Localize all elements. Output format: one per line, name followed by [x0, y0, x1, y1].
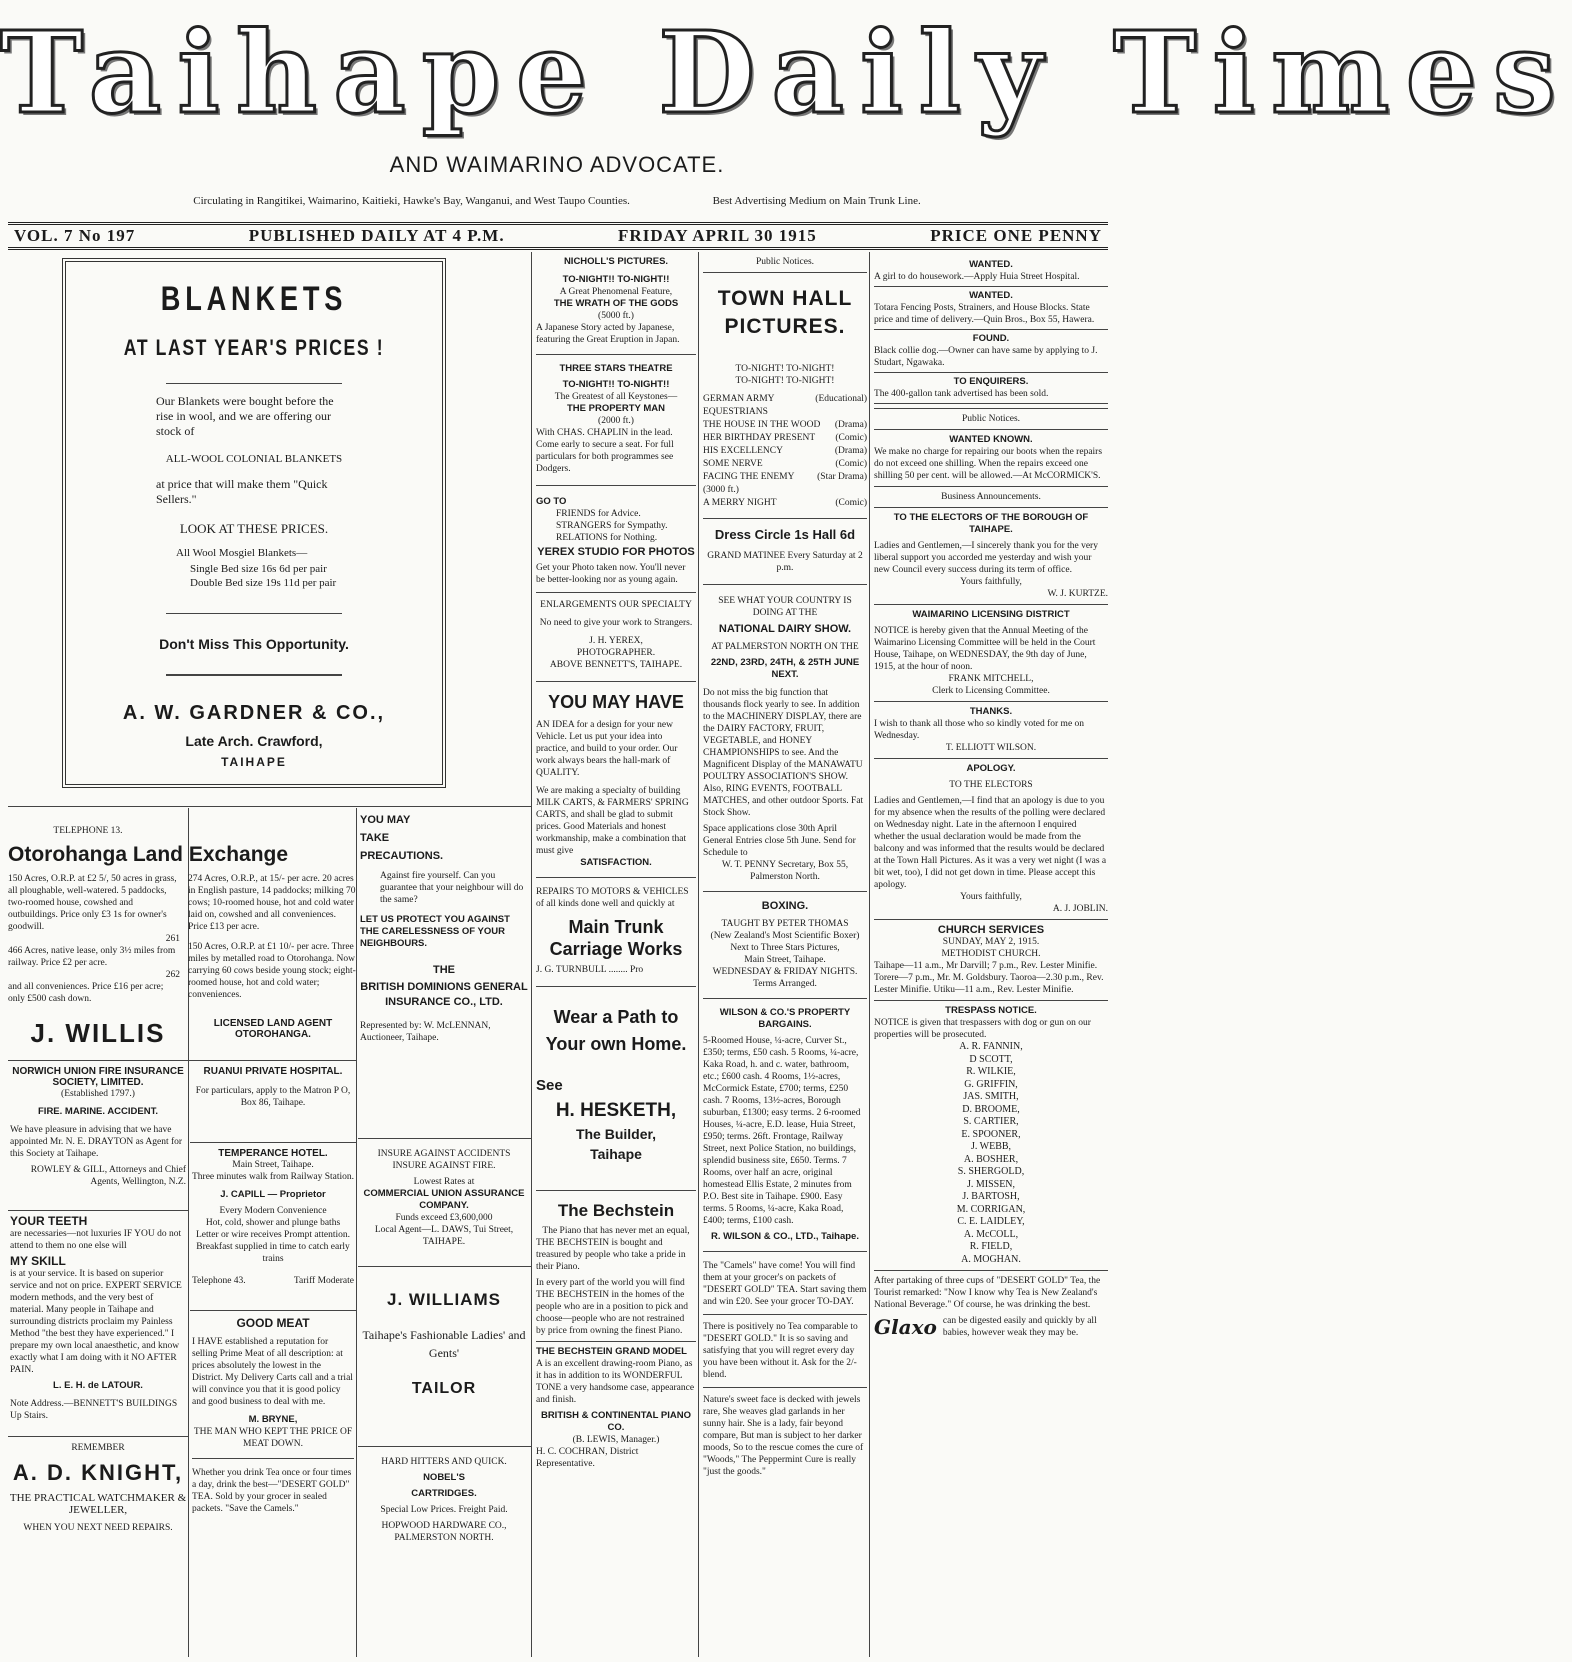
norwich-agents: ROWLEY & GILL, Attorneys and Chief Agents, Wellington, N.Z. [30, 1165, 186, 1187]
program-item [703, 497, 867, 510]
youmay-title: YOU MAY HAVE [548, 692, 684, 712]
wanted-notice [874, 373, 1108, 404]
kurtze-name: W. J. KURTZE. [1047, 589, 1108, 599]
williams-trade: TAILOR [411, 1380, 477, 1397]
thanks-body: I wish to thank all those who so kindly voted for me on Wednesday. [874, 719, 1085, 741]
norwich-title: NORWICH UNION FIRE INSURANCE SOCIETY, LIMITED. [12, 1066, 184, 1088]
willis-ad [8, 825, 356, 1005]
public-title: Public Notices. [961, 414, 1021, 424]
dairy-title: SEE WHAT YOUR COUNTRY IS DOING AT THE [718, 596, 852, 618]
norwich-ad [10, 1066, 186, 1206]
knight-when: WHEN YOU NEXT NEED REPAIRS. [23, 1523, 173, 1533]
program-item [703, 393, 867, 419]
trespass-name: C. E. LAIDLEY, [957, 1216, 1025, 1227]
wanted-body: A girl to do housework.—Apply Huia Street Hospital. [874, 272, 1080, 282]
public-wk: WANTED KNOWN. [949, 434, 1033, 445]
threestars-tonight: TO-NIGHT!! TO-NIGHT!! [562, 379, 670, 390]
boxing-l6: Terms Arranged. [753, 979, 817, 989]
temperance-walk: Three minutes walk from Railway Station. [192, 1172, 354, 1182]
program-title: GERMAN ARMY EQUESTRIANS [703, 394, 775, 417]
glaxo-body: can be digested easily and quickly by all babies, however weak they may be. [942, 1316, 1097, 1338]
norwich-kinds: FIRE. MARINE. ACCIDENT. [38, 1106, 158, 1117]
knight-remember: REMEMBER [71, 1443, 125, 1453]
program-kind: (Drama) [834, 420, 867, 430]
nicholl-ad [536, 256, 696, 346]
williams-name: J. WILLIAMS [387, 1290, 501, 1309]
threestars-keystone: The Greatest of all Keystones— [554, 392, 678, 402]
kurtze-label: Business Announcements. [941, 492, 1041, 502]
threestars-with: With CHAS. CHAPLIN in the lead. Come early to secure a seat. For full particulars for both programmes see Dodgers. [536, 428, 674, 474]
boxing-l4: Main Street, Taihape. [744, 955, 826, 965]
blankets-double: Double Bed size 19s 11d per pair [190, 577, 337, 589]
column-rule [698, 252, 699, 1657]
willis-title: Otorohanga Land Exchange [8, 843, 289, 866]
williams-desc: Taihape's Fashionable Ladies' and Gents' [362, 1328, 526, 1360]
willis-telephone: TELEPHONE 13. [53, 826, 123, 836]
willis-ad3: and all conveniences. Price £16 per acre; only £500 cash down. [8, 982, 164, 1004]
blankets-dont-miss: Don't Miss This Opportunity. [159, 636, 349, 652]
apology-to: TO THE ELECTORS [949, 780, 1033, 790]
threestars-film: THE PROPERTY MAN [566, 403, 665, 414]
townhall-tonight2: TO-NIGHT! TO-NIGHT! [735, 376, 835, 386]
dairy-show: NATIONAL DAIRY SHOW. [718, 623, 852, 635]
blankets-single: Single Bed size 16s 6d per pair [190, 563, 327, 575]
youmay-body: AN IDEA for a design for your new Vehicle. Let us put your idea into practice, and build to your order. Our work always bears the hall-mark of QUALITY. [536, 720, 678, 778]
willis-ad2-no: 262 [165, 970, 180, 980]
norwich-est: (Established 1797.) [61, 1089, 135, 1099]
wanted-notice [874, 330, 1108, 373]
trespass-name: JAS. SMITH, [963, 1091, 1019, 1102]
townhall-tonight1: TO-NIGHT! TO-NIGHT! [735, 364, 835, 374]
wanted-body: Totara Fencing Posts, Strainers, and House Blocks. State price and time of delivery.—Quin Bros., Box 55, Hawera. [874, 303, 1095, 325]
blankets-title: BLANKETS [160, 280, 348, 318]
temperance-ad [192, 1148, 354, 1308]
townhall-prices: Dress Circle 1s Hall 6d [714, 527, 856, 542]
temperance-tariff: Tariff Moderate [293, 1276, 354, 1286]
licensing-clerk: Clerk to Licensing Committee. [932, 686, 1050, 696]
commercial-agent: Local Agent—L. DAWS, Tui Street, TAIHAPE. [374, 1225, 514, 1247]
blankets-subtitle: AT LAST YEAR'S PRICES ! [123, 335, 385, 360]
hesketh-name: H. HESKETH, [555, 1100, 677, 1121]
trespass-name: A. BOSHER, [963, 1153, 1019, 1165]
wanted-title: WANTED. [969, 259, 1013, 270]
program-kind: (Drama) [834, 446, 867, 456]
youmay-sat: SATISFACTION. [580, 857, 652, 868]
blankets-ad [62, 258, 446, 788]
dairy-ad [703, 595, 867, 883]
blankets-firm: A. W. GARDNER & CO., [122, 702, 386, 724]
nicholl-title: NICHOLL'S PICTURES. [563, 256, 669, 267]
teeth-ad [10, 1214, 186, 1439]
wanted-body: Black collie dog.—Owner can have same by applying to J. Studart, Ngawaka. [874, 346, 1098, 368]
knight-name: A. D. KNIGHT, [12, 1460, 184, 1485]
dominions-body: Against fire yourself. Can you guarantee that your neighbour will do the same? [380, 871, 524, 905]
dateline [8, 222, 1108, 250]
boxing-l1: TAUGHT BY PETER THOMAS [721, 919, 849, 929]
program-item [703, 445, 867, 458]
column-rule [356, 808, 357, 1657]
licensing-body: NOTICE is hereby given that the Annual Meeting of the Waimarino Licensing Committee will be held in the Court House, Taihape, on WEDNESDAY, the 9th day of June, 1915, at the hour of noon. [874, 626, 1096, 672]
blankets-wool: ALL-WOOL COLONIAL BLANKETS [165, 453, 343, 465]
trespass-names [874, 1041, 1108, 1266]
apology-body: Ladies and Gentlemen,—I find that an apology is due to you for my absence when the results of the polling were declared on Wednesday night. Late in the afternoon I enquired whether the usual declaration would be made from the balcony and was informed that the results would be declared at the Town Hall Pictures. As it was a very wet night (I was a bit wet, too), I did not get down in time. Please accept this apology. [874, 796, 1107, 890]
hopwood-l2: NOBEL'S [423, 1472, 465, 1483]
hospital-body: For particulars, apply to the Matron P O, Box 86, Taihape. [195, 1086, 351, 1108]
trespass-title: TRESPASS NOTICE. [945, 1005, 1037, 1016]
bechstein-mgr: (B. LEWIS, Manager.) [572, 1435, 660, 1445]
yerex-l3: RELATIONS for Nothing. [556, 533, 658, 543]
column-rule [531, 252, 532, 1657]
hesketh-l2: Your own Home. [545, 1034, 687, 1054]
bechstein-l1: The Piano that has never met an equal, [542, 1226, 690, 1236]
column-notices [703, 256, 867, 1656]
public-body: We make no charge for repairing our boots when the repairs do not exceed one shilling. When the repairs exceed one shilling 50 per cent. will be allowed.—At McCORMICK'S. [874, 447, 1103, 481]
knight-trade: THE PRACTICAL WATCHMAKER & JEWELLER, [9, 1492, 187, 1516]
hospital-title: RUANUI PRIVATE HOSPITAL. [203, 1066, 343, 1077]
camels-body: The "Camels" have come! You will find them at your grocer's on packets of "DESERT GOLD" TEA. Start saving them and win £20. See your grocer TO-DAY. [703, 1261, 867, 1307]
boxing-title: BOXING. [761, 900, 809, 912]
program-item [703, 484, 867, 497]
hesketh-see: See [536, 1077, 563, 1094]
bechstein-rep: H. C. COCHRAN, District Representative. [536, 1447, 639, 1469]
hesketh-l1: Wear a Path to [553, 1007, 679, 1027]
nicholl-film: THE WRATH OF THE GODS [553, 298, 679, 309]
thanks-title: THANKS. [969, 706, 1013, 717]
yerex-enl: ENLARGEMENTS OUR SPECIALTY [540, 600, 692, 610]
temperance-title: TEMPERANCE HOTEL. [218, 1148, 328, 1159]
program-title: A MERRY NIGHT [703, 498, 777, 508]
tourist-body: After partaking of three cups of "DESERT GOLD" Tea, the Tourist remarked: "Now I know why Tea is New Zealand's National Beverage." Of course, he was drinking the best. [874, 1276, 1101, 1310]
trespass-name: J. MISSEN, [966, 1178, 1016, 1190]
willis-ad1-no: 261 [165, 934, 180, 944]
dominions-rep: Represented by: W. McLENNAN, Auctioneer, Taihape. [360, 1021, 491, 1043]
masthead [0, 8, 1572, 160]
blankets-town: TAIHAPE [221, 755, 287, 769]
yerex-need: No need to give your work to Strangers. [539, 618, 693, 628]
commercial-l1: INSURE AGAINST ACCIDENTS [377, 1149, 511, 1159]
apology-yours: Yours faithfully, [960, 892, 1022, 902]
yerex-body: Get your Photo taken now. You'll never be better-looking nor as young again. [536, 563, 686, 585]
willis-ad4: 274 Acres, O.R.P., at 15/- per acre. 20 acres in English pasture, 14 paddocks; milking 70 cows; 10-roomed house, hot and cold water laid on, cowshed and all conveniences. Price £13 per acre. [188, 874, 356, 932]
program-item [703, 471, 867, 484]
temperance-conv: Every Modern Convenience [219, 1206, 327, 1216]
blankets-body: Our Blankets were bought before the rise in wool, and we are offering our stock of [156, 394, 334, 438]
dominions-let: LET US PROTECT YOU AGAINST THE CARELESSNESS OF YOUR NEIGHBOURS. [360, 914, 510, 949]
wanted-notice [874, 287, 1108, 330]
threestars-ad [536, 363, 696, 475]
blankets-price-line: at price that will make them "Quick Sellers." [156, 477, 328, 506]
licensing-title: WAIMARINO LICENSING DISTRICT [912, 609, 1070, 620]
commercial-name: COMMERCIAL UNION ASSURANCE COMPANY. [363, 1188, 525, 1211]
trespass-name: S. CARTIER, [963, 1116, 1019, 1127]
hopwood-l3: CARTRIDGES. [411, 1488, 477, 1499]
column-classifieds [874, 256, 1108, 1656]
program-title: HER BIRTHDAY PRESENT [703, 433, 816, 443]
youmay-ad [536, 692, 696, 976]
hopwood-l4: Special Low Prices. Freight Paid. [380, 1505, 508, 1515]
meat-ad [192, 1316, 354, 1656]
church-date: SUNDAY, MAY 2, 1915. [942, 937, 1040, 947]
program-title: SOME NERVE [703, 459, 763, 469]
trespass-body: NOTICE is given that trespassers with dog or gun on our properties will be prosecuted. [874, 1018, 1091, 1040]
hopwood-l1: HARD HITTERS AND QUICK. [381, 1457, 507, 1467]
program-kind: (Comic) [835, 433, 867, 443]
camels-body2: There is positively no Tea comparable to "DESERT GOLD." It is so saving and satisfying that you will regret every day you have been without it. Ask for the 2/- blend. [703, 1322, 858, 1380]
bechstein-ad [536, 1201, 696, 1470]
volume: VOL. 7 No 197 [14, 226, 136, 245]
dominions-the: THE [433, 964, 455, 976]
trespass-name: J. WEBB, [970, 1141, 1012, 1152]
kurtze-body: Ladies and Gentlemen,—I sincerely thank you for the very liberal support you accorded me yesterday and wish your new Council every success during its term of office. [874, 541, 1098, 575]
wilson-firm: R. WILSON & CO., LTD., Taihape. [711, 1231, 859, 1242]
yerex-l1: FRIENDS for Advice. [556, 509, 641, 519]
nicholl-tonight: TO-NIGHT!! TO-NIGHT!! [562, 274, 670, 285]
hopwood-l5: HOPWOOD HARDWARE CO., PALMERSTON NORTH. [381, 1521, 507, 1543]
wanted-notice [874, 256, 1108, 287]
thanks-name: T. ELLIOTT WILSON. [945, 743, 1037, 753]
dominions-l1: YOU MAY [360, 814, 411, 826]
willis-agent: LICENSED LAND AGENT OTOROHANGA. [213, 1018, 333, 1040]
temperance-street: Main Street, Taihape. [232, 1160, 314, 1170]
wanted-title: TO ENQUIRERS. [953, 376, 1029, 387]
willis-ad5: 150 Acres, O.R.P. at £1 10/- per acre. Three miles by metalled road to Otorohanga. Now carrying 60 cows beside young stock; eight-roomed house, hot and cold water; conveniences. [188, 942, 356, 1000]
price: PRICE ONE PENNY [930, 226, 1102, 245]
program-kind: (Comic) [835, 498, 867, 508]
teeth-address: Note Address.—BENNETT'S BUILDINGS Up Stairs. [10, 1399, 178, 1421]
church-title: CHURCH SERVICES [937, 924, 1045, 936]
trespass-name: M. CORRIGAN, [956, 1203, 1026, 1215]
willis-ad1: 150 Acres, O.R.P. at £2 5/, 50 acres in grass, all ploughable, well-watered. 5 paddocks, two-roomed house, cowshed and outbuildings. Price only £3 1s for owner's goodwill. [8, 874, 177, 932]
column-amusements [536, 256, 696, 1656]
threestars-feet: (2000 ft.) [598, 416, 634, 426]
blankets-late: Late Arch. Crawford, [185, 733, 323, 749]
teeth-name: L. E. H. de LATOUR. [53, 1380, 143, 1391]
church-body: Taihape—11 a.m., Mr Darvill; 7 p.m., Rev. Lester Minifie. Torere—7 p.m., Mr. M. Goldsbury. Taoroa—2.30 p.m., Rev. Lester Minifie. Utiku—11 a.m., Rev. Lester Minifie. [874, 961, 1104, 995]
townhall-matinee: GRAND MATINEE Every Saturday at 2 p.m. [707, 551, 863, 573]
bechstein-l3: In every part of the world you will find THE BECHSTEIN in the homes of the people who are in a position to pick and choose—people who are not restrained by price from owning the finest Piano. [536, 1278, 688, 1336]
teeth-line1: are necessaries—not luxuries IF YOU do not attend to them no one else will [10, 1229, 182, 1251]
subtitle: AND WAIMARINO ADVOCATE. [389, 152, 725, 177]
trespass-name: R. FIELD, [969, 1241, 1013, 1252]
trespass-name: G. GRIFFIN, [964, 1078, 1018, 1090]
trespass-name: J. BARTOSH, [962, 1191, 1020, 1202]
wilson-ad [703, 1007, 867, 1243]
trespass-name: S. SHERGOLD, [957, 1166, 1025, 1177]
glaxo-logo: Glaxo [874, 1315, 937, 1339]
wanted-title: WANTED. [969, 290, 1013, 301]
dominions-ad [360, 814, 528, 1114]
dominions-l3: PRECAUTIONS. [360, 850, 444, 862]
youmay-body2: We are making a specialty of building MILK CARTS, & FARMERS' SPRING CARTS, and shall be glad to submit prices. Good Materials and honest workmanship, make a combination that must give [536, 786, 689, 856]
advertising-text: Best Advertising Medium on Main Trunk Line. [712, 195, 921, 207]
circulation-text: Circulating in Rangitikei, Waimarino, Kaitieki, Hawke's Bay, Wanganui, and West Taupo Counties. [193, 195, 630, 207]
wilson-body: 5-Roomed House, ¼-acre, Curver St., £350; terms, £50 cash. 5 Rooms, ¼-acre, Kaka Road, h. and c. water, bathroom, etc.; £600 cash. 4 Rooms, 1½-acres, McCormick Estate, £700; terms, £250 cash. 7 Rooms, 13½-acres, Borough suburban, £1300; easy terms. 2 6-roomed Houses, ¼-acre, E.D. lease, Huia Street, £950; terms. 26ft. Frontage, Railway Street, next Police Station, no buildings, splendid business site, £650. Terms. 7 Rooms, over half an acre, original homestead Ellis Estate, 2 minutes from P.O. Best site in Taihape. £900. Easy terms. 5 Rooms, ¼-acre, Kaka Road, £400; terms, £100 cash. [703, 1036, 861, 1226]
trespass-name: D. BROOME, [962, 1103, 1020, 1115]
meat-name: M. BRYNE, [248, 1414, 298, 1425]
trespass-name: E. SPOONER, [961, 1128, 1021, 1140]
section-rule [8, 806, 531, 807]
nicholl-feet: (5000 ft.) [598, 311, 634, 321]
blankets-look: LOOK AT THESE PRICES. [179, 521, 329, 536]
townhall-title: TOWN HALL PICTURES. [717, 287, 853, 338]
boxing-l5: WEDNESDAY & FRIDAY NIGHTS. [712, 967, 858, 977]
temperance-bath: Hot, cold, shower and plunge baths [205, 1218, 341, 1228]
trespass-name: R. WILKIE, [966, 1066, 1016, 1077]
norwich-body: We have pleasure in advising that we have appointed Mr. N. E. DRAYTON as Agent for this Society at Taihape. [10, 1125, 183, 1159]
camels-poem: Nature's sweet face is decked with jewels rare, She weaves glad garlands in her sunny hair. She is a lady, fair beyond compare, But man is subject to her darker moods, So to the rescue comes the cure of "Woods," The Peppermint Cure is really "just the goods." [703, 1395, 864, 1477]
circulation-line [0, 195, 1114, 207]
program-kind: (Star Drama) [817, 472, 867, 482]
willis-name: J. WILLIS [30, 1018, 166, 1048]
boxing-l3: Next to Three Stars Pictures, [730, 943, 840, 953]
yerex-goto: GO TO [536, 496, 567, 507]
nicholl-desc: A Japanese Story acted by Japanese, featuring the Great Eruption in Japan. [536, 323, 680, 345]
kurtze-yours: Yours faithfully, [960, 577, 1022, 587]
hospital-ad [192, 1066, 354, 1141]
yerex-title: YEREX STUDIO FOR PHOTOS [537, 546, 695, 558]
yerex-ad [536, 496, 696, 671]
williams-ad [360, 1290, 528, 1430]
wilson-title: WILSON & CO.'S PROPERTY BARGAINS. [719, 1007, 851, 1030]
dairy-body: Do not miss the big function that thousands flock yearly to see. In addition to the MACHINERY DISPLAY, there are the DAIRY FACTORY, FRUIT, VEGETABLE, and HONEY CHAMPIONSHIPS to see. And the Magnificent Display of the MANAWATU POULTRY ASSOCIATION'S SHOW. Also, RING EVENTS, FOOTBALL MATCHES, and other outdoor Sports. Fat Stock Show. [703, 688, 864, 818]
nicholl-feature: A Great Phenomenal Feature, [559, 287, 673, 297]
knight-ad [8, 1442, 188, 1657]
wanted-list [874, 256, 1108, 404]
licensing-name: FRANK MITCHELL, [948, 674, 1034, 684]
meat-title: GOOD MEAT [236, 1316, 310, 1330]
dairy-at: AT PALMERSTON NORTH ON THE [711, 642, 859, 652]
apology-name: A. J. JOBLIN. [1052, 904, 1108, 914]
willis-ad2: 466 Acres, native lease, only 3½ miles from railway. Price £2 per acre. [8, 946, 176, 968]
wanted-title: FOUND. [972, 333, 1010, 344]
dairy-dates: 22ND, 23RD, 24TH, & 25TH JUNE NEXT. [710, 657, 860, 680]
yerex-photo: PHOTOGRAPHER. [576, 648, 656, 658]
youmay-owner: J. G. TURNBULL ........ Pro [536, 965, 644, 975]
hesketh-ad [536, 1007, 696, 1162]
column-rule [869, 252, 870, 1657]
bechstein-l2: THE BECHSTEIN is bought and treasured by people who take a pride in their Piano. [536, 1238, 686, 1272]
commercial-l2: INSURE AGAINST FIRE. [392, 1161, 496, 1171]
youmay-repairs: REPAIRS TO MOTORS & VEHICLES of all kinds done well and quickly at [536, 887, 689, 909]
bechstein-grand: THE BECHSTEIN GRAND MODEL [536, 1346, 687, 1357]
bechstein-co: BRITISH & CONTINENTAL PIANO CO. [540, 1410, 692, 1433]
program-item [703, 419, 867, 432]
commercial-funds: Funds exceed £3,600,000 [395, 1213, 493, 1223]
published: PUBLISHED DAILY AT 4 P.M. [248, 226, 505, 245]
boxing-l2: (New Zealand's Most Scientific Boxer) [710, 931, 860, 941]
hesketh-town: Taihape [590, 1146, 642, 1162]
wanted-body: The 400-gallon tank advertised has been sold. [874, 389, 1049, 399]
teeth-title2: MY SKILL [10, 1254, 66, 1268]
dominions-name: BRITISH DOMINIONS GENERAL INSURANCE CO., LTD. [360, 981, 528, 1008]
trespass-name: D SCOTT, [969, 1053, 1013, 1065]
yerex-above: ABOVE BENNETT'S, TAIHAPE. [549, 660, 683, 670]
program-item [703, 432, 867, 445]
threestars-title: THREE STARS THEATRE [559, 363, 673, 374]
trespass-name: A. R. FANNIN, [959, 1041, 1023, 1052]
teeth-body: is at your service. It is based on superior service and not on price. EXPERT SERVICE modern methods, and the very best of material. Many people in Taihape and surrounding districts proclaim my Painless Method "the best they have experienced." I prepare my own local anaesthetic, and know exactly what I am doing with it NO AFTER PAIN. [10, 1269, 182, 1375]
dominions-l2: TAKE [360, 832, 390, 844]
hopwood-ad [360, 1456, 528, 1596]
yerex-l2: STRANGERS for Sympathy. [556, 521, 668, 531]
program-item [703, 458, 867, 471]
program-title: THE HOUSE IN THE WOOD [703, 420, 821, 430]
temperance-letter: Letter or wire receives Prompt attention. [195, 1230, 351, 1240]
temperance-owner: J. CAPILL — Proprietor [220, 1189, 326, 1200]
issue-date: FRIDAY APRIL 30 1915 [618, 226, 817, 245]
program-kind: (Comic) [835, 459, 867, 469]
dairy-space: Space applications close 30th April General Entries close 5th June. Send for Schedule to [703, 824, 856, 858]
temperance-phone: Telephone 43. [192, 1276, 246, 1286]
hesketh-trade: The Builder, [575, 1126, 657, 1142]
meat-body: I HAVE established a reputation for selling Prime Meat of all description: at prices absolutely the lowest in the District. My Delivery Carts call and a trial will convince you that it is good policy and good business to deal with me. [192, 1337, 353, 1407]
meat-tag: THE MAN WHO KEPT THE PRICE OF MEAT DOWN. [193, 1427, 353, 1449]
youmay-works: Main Trunk Carriage Works [549, 917, 683, 959]
kurtze-title: TO THE ELECTORS OF THE BOROUGH OF TAIHAPE. [893, 512, 1089, 535]
meat-tea: Whether you drink Tea once or four times a day, drink the best—"DESERT GOLD" TEA. Sold by your grocer in sealed packets. "Save the Camels." [192, 1468, 352, 1514]
yerex-name: J. H. YEREX, [589, 636, 643, 646]
church-meth: METHODIST CHURCH. [941, 949, 1041, 959]
townhall-notices: Public Notices. [755, 257, 815, 267]
trespass-name: A. MOGHAN. [961, 1253, 1021, 1265]
temperance-breakfast: Breakfast supplied in time to catch early trains [196, 1242, 350, 1264]
dairy-sec: W. T. PENNY Secretary, Box 55, Palmerston North. [721, 860, 849, 882]
trespass-name: A. McCOLL, [963, 1228, 1019, 1240]
townhall-program [703, 393, 867, 510]
bechstein-l4: A is an excellent drawing-room Piano, as it has in addition to its WONDERFUL TONE a very handsome case, appearance and finish. [536, 1359, 695, 1405]
program-title: HIS EXCELLENCY [703, 446, 783, 456]
program-title: FACING THE ENEMY [703, 472, 795, 482]
blankets-mosgiel: All Wool Mosgiel Blankets— [176, 547, 308, 559]
program-title: (3000 ft.) [703, 485, 739, 495]
commercial-ad [360, 1148, 528, 1258]
bechstein-title: The Bechstein [557, 1201, 675, 1220]
program-kind: (Educational) [815, 394, 867, 404]
newspaper-title: Taihape Daily Times [0, 8, 1572, 139]
teeth-title: YOUR TEETH [10, 1214, 88, 1228]
apology-title: APOLOGY. [966, 763, 1016, 774]
commercial-rates: Lowest Rates at [413, 1177, 475, 1187]
boxing-ad [703, 900, 867, 990]
